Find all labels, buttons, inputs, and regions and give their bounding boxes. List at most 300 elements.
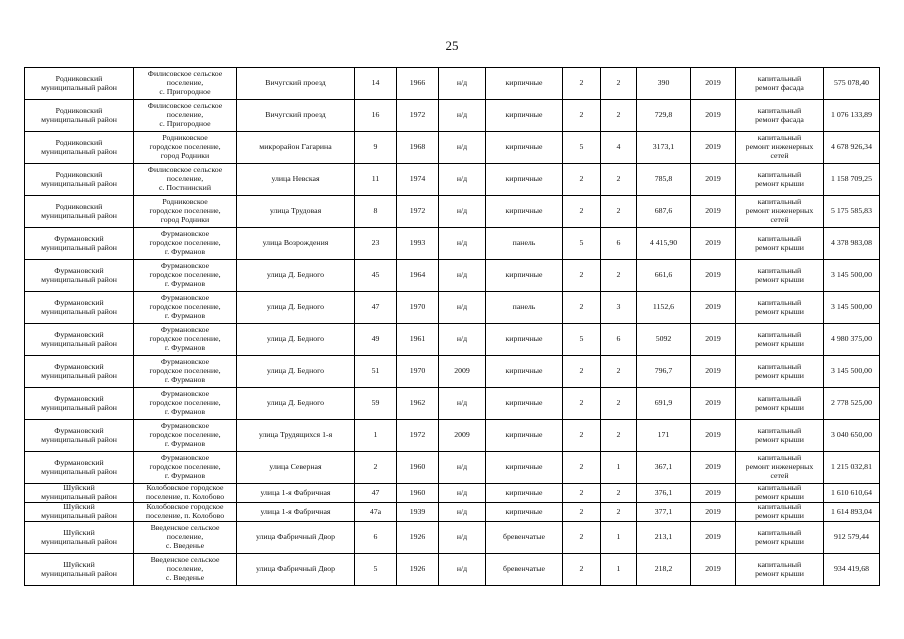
settlement-cell-line: поселение, п. Колобово — [145, 492, 225, 501]
table-row — [25, 503, 880, 522]
district-cell-line: муниципальный район — [41, 370, 117, 380]
settlement-cell-line: городское поселение, — [149, 270, 221, 280]
floors-cell: 5 — [563, 132, 601, 164]
work-type-cell-line: капитальный — [757, 393, 802, 403]
plan-year-cell: 2019 — [691, 196, 736, 228]
cost-cell: 934 419,68 — [824, 554, 880, 586]
area-cell: 5092 — [637, 324, 691, 356]
settlement-cell — [134, 292, 237, 324]
wall-material-cell: панель — [486, 292, 563, 324]
work-type-cell — [736, 452, 824, 484]
work-type-cell — [736, 522, 824, 554]
settlement-cell-line: Фурмановское — [160, 325, 210, 335]
cost-cell: 912 579,44 — [824, 522, 880, 554]
table-row — [25, 260, 880, 292]
street-cell: улица Трудящихся 1-я — [237, 420, 355, 452]
area-cell: 687,6 — [637, 196, 691, 228]
district-cell-line: муниципальный район — [41, 338, 117, 348]
work-type-cell — [736, 554, 824, 586]
cost-cell: 1 614 893,04 — [824, 503, 880, 522]
street-cell: улица Д. Бедного — [237, 388, 355, 420]
year-repair-cell: н/д — [439, 228, 486, 260]
work-type-cell — [736, 503, 824, 522]
district-cell-line: муниципальный район — [41, 274, 117, 284]
work-type-cell-line: капитальный — [757, 133, 802, 143]
district-cell — [25, 356, 134, 388]
settlement-cell-line: городское поселение, — [149, 430, 221, 440]
cost-cell: 1 158 709,25 — [824, 164, 880, 196]
floors-cell: 5 — [563, 228, 601, 260]
entrances-cell: 2 — [601, 164, 637, 196]
settlement-cell-line: поселение, — [166, 564, 204, 574]
work-type-cell-line: ремонт крыши — [755, 178, 804, 188]
year-built-cell: 1964 — [397, 260, 439, 292]
year-built-cell: 1960 — [397, 484, 439, 503]
plan-year-cell: 2019 — [691, 100, 736, 132]
house-number-cell: 9 — [355, 132, 397, 164]
year-built-cell: 1926 — [397, 554, 439, 586]
settlement-cell-line: с. Постнинский — [158, 182, 212, 192]
year-repair-cell: н/д — [439, 132, 486, 164]
table-row — [25, 452, 880, 484]
year-built-cell: 1939 — [397, 503, 439, 522]
cost-cell: 4 980 375,00 — [824, 324, 880, 356]
year-repair-cell: н/д — [439, 324, 486, 356]
work-type-cell — [736, 388, 824, 420]
settlement-cell-line: город Родники — [160, 150, 210, 160]
table-row — [25, 68, 880, 100]
district-cell — [25, 503, 134, 522]
plan-year-cell: 2019 — [691, 388, 736, 420]
entrances-cell: 2 — [601, 196, 637, 228]
work-type-cell-line: капитальный — [757, 265, 802, 275]
settlement-cell-line: поселение, п. Колобово — [145, 511, 225, 520]
plan-year-cell: 2019 — [691, 484, 736, 503]
floors-cell: 2 — [563, 420, 601, 452]
floors-cell: 2 — [563, 260, 601, 292]
settlement-cell-line: Фурмановское — [160, 293, 210, 303]
street-cell: улица Трудовая — [237, 196, 355, 228]
area-cell: 171 — [637, 420, 691, 452]
district-cell-line: Родниковский — [55, 105, 103, 115]
work-type-cell-line: капитальный — [757, 483, 802, 493]
plan-year-cell: 2019 — [691, 324, 736, 356]
plan-year-cell: 2019 — [691, 164, 736, 196]
entrances-cell: 2 — [601, 388, 637, 420]
work-type-cell — [736, 420, 824, 452]
year-repair-cell: н/д — [439, 554, 486, 586]
district-cell-line: муниципальный район — [41, 402, 117, 412]
floors-cell: 2 — [563, 164, 601, 196]
settlement-cell-line: поселение, — [166, 174, 204, 184]
district-cell-line: муниципальный район — [41, 82, 117, 92]
year-built-cell: 1970 — [397, 356, 439, 388]
floors-cell: 2 — [563, 484, 601, 503]
settlement-cell-line: с. Введенье — [165, 572, 205, 582]
year-built-cell: 1972 — [397, 196, 439, 228]
street-cell: улица Д. Бедного — [237, 324, 355, 356]
cost-cell: 3 145 500,00 — [824, 356, 880, 388]
street-cell: улица Невская — [237, 164, 355, 196]
year-repair-cell: н/д — [439, 292, 486, 324]
entrances-cell: 1 — [601, 522, 637, 554]
house-number-cell: 51 — [355, 356, 397, 388]
work-type-cell-line: ремонт фасада — [755, 82, 804, 92]
settlement-cell — [134, 484, 237, 503]
area-cell: 1152,6 — [637, 292, 691, 324]
settlement-cell-line: г. Фурманов — [164, 278, 206, 288]
wall-material-cell: кирпичные — [486, 100, 563, 132]
district-cell-line: муниципальный район — [41, 178, 117, 188]
work-type-cell-line: капитальный — [757, 559, 802, 569]
wall-material-cell: кирпичные — [486, 388, 563, 420]
wall-material-cell: кирпичные — [486, 196, 563, 228]
district-cell-line: Шуйский — [63, 502, 95, 512]
year-repair-cell: н/д — [439, 452, 486, 484]
area-cell: 796,7 — [637, 356, 691, 388]
wall-material-cell: кирпичные — [486, 420, 563, 452]
work-type-cell-line: ремонт крыши — [755, 338, 804, 348]
district-cell-line: Шуйский — [63, 483, 95, 493]
area-cell: 376,1 — [637, 484, 691, 503]
table-row — [25, 292, 880, 324]
district-cell-line: Родниковский — [55, 169, 103, 179]
settlement-cell — [134, 522, 237, 554]
floors-cell: 2 — [563, 356, 601, 388]
settlement-cell-line: г. Фурманов — [164, 342, 206, 352]
work-type-cell — [736, 228, 824, 260]
district-cell — [25, 260, 134, 292]
settlement-cell-line: Родниковское — [162, 197, 208, 207]
settlement-cell-line: Колобовское городское — [146, 483, 224, 493]
entrances-cell: 2 — [601, 100, 637, 132]
house-number-cell: 23 — [355, 228, 397, 260]
settlement-cell-line: г. Фурманов — [164, 438, 206, 448]
buildings-table — [24, 67, 880, 586]
table-row — [25, 132, 880, 164]
house-number-cell: 16 — [355, 100, 397, 132]
wall-material-cell: кирпичные — [486, 452, 563, 484]
entrances-cell: 2 — [601, 260, 637, 292]
floors-cell: 2 — [563, 100, 601, 132]
work-type-cell-line: капитальный — [757, 169, 802, 179]
wall-material-cell: кирпичные — [486, 356, 563, 388]
floors-cell: 2 — [563, 522, 601, 554]
year-repair-cell: н/д — [439, 68, 486, 100]
entrances-cell: 2 — [601, 503, 637, 522]
year-built-cell: 1962 — [397, 388, 439, 420]
cost-cell: 4 378 983,08 — [824, 228, 880, 260]
work-type-cell-line: ремонт крыши — [755, 306, 804, 316]
district-cell-line: Фурмановский — [54, 425, 104, 435]
house-number-cell: 5 — [355, 554, 397, 586]
table-row — [25, 484, 880, 503]
work-type-cell — [736, 324, 824, 356]
floors-cell: 2 — [563, 196, 601, 228]
year-built-cell: 1926 — [397, 522, 439, 554]
work-type-cell-line: капитальный — [757, 329, 802, 339]
district-cell-line: Родниковский — [55, 73, 103, 83]
year-built-cell: 1960 — [397, 452, 439, 484]
street-cell: улица Возрождения — [237, 228, 355, 260]
page-number: 25 — [445, 38, 459, 53]
settlement-cell-line: Фурмановское — [160, 453, 210, 463]
work-type-cell-line: ремонт крыши — [755, 370, 804, 380]
wall-material-cell: кирпичные — [486, 68, 563, 100]
work-type-cell — [736, 68, 824, 100]
wall-material-cell: кирпичные — [486, 484, 563, 503]
plan-year-cell: 2019 — [691, 356, 736, 388]
cost-cell: 4 678 926,34 — [824, 132, 880, 164]
cost-cell: 1 076 133,89 — [824, 100, 880, 132]
year-built-cell: 1972 — [397, 100, 439, 132]
plan-year-cell: 2019 — [691, 503, 736, 522]
settlement-cell-line: Фурмановское — [160, 229, 210, 239]
plan-year-cell: 2019 — [691, 68, 736, 100]
work-type-cell-line: ремонт крыши — [755, 402, 804, 412]
settlement-cell-line: Родниковское — [162, 133, 208, 143]
settlement-cell-line: Филисовское сельское — [147, 165, 223, 175]
district-cell — [25, 452, 134, 484]
district-cell — [25, 100, 134, 132]
settlement-cell-line: г. Фурманов — [164, 470, 206, 480]
entrances-cell: 4 — [601, 132, 637, 164]
work-type-cell-line: капитальный — [757, 197, 802, 207]
year-repair-cell: н/д — [439, 196, 486, 228]
street-cell: улица 1-я Фабричная — [237, 503, 355, 522]
cost-cell: 575 078,40 — [824, 68, 880, 100]
work-type-cell-line: ремонт инженерных — [745, 142, 814, 152]
year-built-cell: 1961 — [397, 324, 439, 356]
work-type-cell — [736, 132, 824, 164]
table-row — [25, 420, 880, 452]
house-number-cell: 49 — [355, 324, 397, 356]
work-type-cell-line: капитальный — [757, 233, 802, 243]
year-built-cell: 1974 — [397, 164, 439, 196]
work-type-cell-line: ремонт фасада — [755, 114, 804, 124]
work-type-cell-line: капитальный — [757, 105, 802, 115]
settlement-cell-line: городское поселение, — [149, 238, 221, 248]
settlement-cell-line: поселение, — [166, 110, 204, 120]
district-cell-line: Родниковский — [55, 137, 103, 147]
plan-year-cell: 2019 — [691, 554, 736, 586]
settlement-cell-line: г. Фурманов — [164, 246, 206, 256]
settlement-cell — [134, 356, 237, 388]
settlement-cell-line: с. Пригородное — [159, 86, 211, 96]
entrances-cell: 1 — [601, 452, 637, 484]
wall-material-cell: кирпичные — [486, 132, 563, 164]
work-type-cell-line: сетей — [770, 214, 789, 224]
work-type-cell-line: капитальный — [757, 502, 802, 512]
entrances-cell: 2 — [601, 356, 637, 388]
work-type-cell-line: капитальный — [757, 425, 802, 435]
area-cell: 367,1 — [637, 452, 691, 484]
settlement-cell — [134, 164, 237, 196]
year-repair-cell: н/д — [439, 484, 486, 503]
area-cell: 661,6 — [637, 260, 691, 292]
work-type-cell-line: ремонт крыши — [755, 274, 804, 284]
table-row — [25, 356, 880, 388]
table-row — [25, 228, 880, 260]
wall-material-cell: панель — [486, 228, 563, 260]
district-cell — [25, 132, 134, 164]
settlement-cell-line: поселение, — [166, 532, 204, 542]
settlement-cell-line: городское поселение, — [149, 302, 221, 312]
work-type-cell-line: капитальный — [757, 73, 802, 83]
year-repair-cell: н/д — [439, 100, 486, 132]
settlement-cell — [134, 420, 237, 452]
district-cell-line: муниципальный район — [41, 492, 117, 501]
table-row — [25, 164, 880, 196]
settlement-cell-line: поселение, — [166, 78, 204, 88]
house-number-cell: 2 — [355, 452, 397, 484]
settlement-cell-line: Введенское сельское — [150, 523, 220, 533]
settlement-cell — [134, 388, 237, 420]
year-built-cell: 1972 — [397, 420, 439, 452]
floors-cell: 2 — [563, 292, 601, 324]
plan-year-cell: 2019 — [691, 260, 736, 292]
work-type-cell-line: ремонт крыши — [755, 492, 804, 501]
floors-cell: 2 — [563, 503, 601, 522]
district-cell — [25, 228, 134, 260]
district-cell-line: муниципальный район — [41, 568, 117, 578]
work-type-cell-line: сетей — [770, 470, 789, 480]
district-cell — [25, 420, 134, 452]
work-type-cell — [736, 196, 824, 228]
settlement-cell — [134, 196, 237, 228]
settlement-cell — [134, 554, 237, 586]
street-cell: улица Д. Бедного — [237, 292, 355, 324]
cost-cell: 1 610 610,64 — [824, 484, 880, 503]
work-type-cell-line: ремонт инженерных — [745, 462, 814, 472]
work-type-cell — [736, 356, 824, 388]
district-cell-line: Фурмановский — [54, 361, 104, 371]
table-row — [25, 522, 880, 554]
wall-material-cell: бревенчатые — [486, 522, 563, 554]
year-built-cell: 1968 — [397, 132, 439, 164]
year-repair-cell: н/д — [439, 388, 486, 420]
work-type-cell-line: ремонт инженерных — [745, 206, 814, 216]
cost-cell: 2 778 525,00 — [824, 388, 880, 420]
settlement-cell-line: Фурмановское — [160, 421, 210, 431]
table-row — [25, 100, 880, 132]
district-cell — [25, 554, 134, 586]
settlement-cell-line: Филисовское сельское — [147, 101, 223, 111]
year-repair-cell: н/д — [439, 522, 486, 554]
settlement-cell-line: городское поселение, — [149, 206, 221, 216]
district-cell — [25, 164, 134, 196]
district-cell-line: муниципальный район — [41, 466, 117, 476]
district-cell-line: муниципальный район — [41, 210, 117, 220]
district-cell — [25, 196, 134, 228]
settlement-cell — [134, 228, 237, 260]
area-cell: 3173,1 — [637, 132, 691, 164]
settlement-cell-line: Фурмановское — [160, 261, 210, 271]
district-cell-line: муниципальный район — [41, 434, 117, 444]
year-repair-cell: 2009 — [439, 356, 486, 388]
year-repair-cell: н/д — [439, 164, 486, 196]
work-type-cell-line: ремонт крыши — [755, 511, 804, 520]
settlement-cell-line: Колобовское городское — [146, 502, 224, 512]
area-cell: 691,9 — [637, 388, 691, 420]
wall-material-cell: кирпичные — [486, 324, 563, 356]
floors-cell: 2 — [563, 68, 601, 100]
district-cell — [25, 324, 134, 356]
district-cell-line: Родниковский — [55, 201, 103, 211]
floors-cell: 2 — [563, 554, 601, 586]
district-cell — [25, 388, 134, 420]
street-cell: Вичугский проезд — [237, 100, 355, 132]
house-number-cell: 45 — [355, 260, 397, 292]
house-number-cell: 47 — [355, 484, 397, 503]
street-cell: Вичугский проезд — [237, 68, 355, 100]
year-built-cell: 1993 — [397, 228, 439, 260]
entrances-cell: 3 — [601, 292, 637, 324]
floors-cell: 2 — [563, 452, 601, 484]
work-type-cell-line: сетей — [770, 150, 789, 160]
floors-cell: 2 — [563, 388, 601, 420]
work-type-cell-line: капитальный — [757, 361, 802, 371]
area-cell: 4 415,90 — [637, 228, 691, 260]
district-cell-line: Фурмановский — [54, 329, 104, 339]
cost-cell: 3 040 650,00 — [824, 420, 880, 452]
district-cell-line: муниципальный район — [41, 146, 117, 156]
entrances-cell: 2 — [601, 484, 637, 503]
work-type-cell-line: ремонт крыши — [755, 568, 804, 578]
street-cell: улица Фабричный Двор — [237, 554, 355, 586]
settlement-cell — [134, 324, 237, 356]
table-row — [25, 554, 880, 586]
settlement-cell-line: городское поселение, — [149, 366, 221, 376]
cost-cell: 3 145 500,00 — [824, 260, 880, 292]
settlement-cell — [134, 100, 237, 132]
work-type-cell-line: капитальный — [757, 453, 802, 463]
work-type-cell — [736, 292, 824, 324]
house-number-cell: 59 — [355, 388, 397, 420]
settlement-cell-line: с. Пригородное — [159, 118, 211, 128]
cost-cell: 5 175 585,83 — [824, 196, 880, 228]
street-cell: улица Д. Бедного — [237, 260, 355, 292]
work-type-cell — [736, 100, 824, 132]
district-cell-line: Шуйский — [63, 559, 95, 569]
wall-material-cell: кирпичные — [486, 164, 563, 196]
work-type-cell — [736, 164, 824, 196]
plan-year-cell: 2019 — [691, 452, 736, 484]
entrances-cell: 2 — [601, 420, 637, 452]
cost-cell: 3 145 500,00 — [824, 292, 880, 324]
settlement-cell-line: г. Фурманов — [164, 374, 206, 384]
district-cell — [25, 484, 134, 503]
table-row — [25, 324, 880, 356]
house-number-cell: 14 — [355, 68, 397, 100]
house-number-cell: 11 — [355, 164, 397, 196]
settlement-cell-line: Филисовское сельское — [147, 69, 223, 79]
house-number-cell: 47а — [355, 503, 397, 522]
district-cell-line: муниципальный район — [41, 114, 117, 124]
district-cell-line: муниципальный район — [41, 536, 117, 546]
district-cell-line: Шуйский — [63, 527, 95, 537]
settlement-cell-line: городское поселение, — [149, 462, 221, 472]
cost-cell: 1 215 032,81 — [824, 452, 880, 484]
settlement-cell-line: городское поселение, — [149, 142, 221, 152]
entrances-cell: 1 — [601, 554, 637, 586]
year-repair-cell: н/д — [439, 260, 486, 292]
settlement-cell — [134, 503, 237, 522]
settlement-cell-line: город Родники — [160, 214, 210, 224]
area-cell: 390 — [637, 68, 691, 100]
settlement-cell-line: Фурмановское — [160, 357, 210, 367]
settlement-cell-line: с. Введенье — [165, 540, 205, 550]
